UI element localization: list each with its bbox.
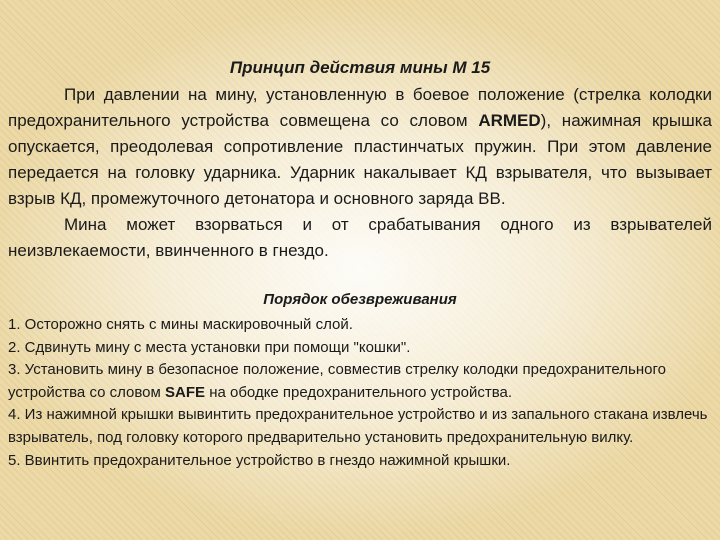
section-subtitle: Порядок обезвреживания [263, 291, 457, 308]
step-item: 5. Ввинтить предохранительное устройство в гнездо нажимной крышки. [8, 451, 511, 469]
step-item [8, 359, 712, 404]
step-item: 4. Из нажимной крышки вывинтить предохранительное устройство и из запального стакана извлечь взрыватель, под головку которого предварительно установить предохранительную вилку. [8, 406, 708, 446]
slide-title: Принцип действия мины М 15 [229, 58, 491, 77]
safe-word: SAFE [165, 383, 206, 401]
step-part: на ободке предохранительного устройства. [205, 383, 513, 401]
step-item: 1. Осторожно снять с мины маскировочный слой. [8, 316, 353, 333]
step-item: 2. Сдвинуть мину с места установки при помощи "кошки". [8, 338, 411, 356]
steps-list [8, 314, 712, 472]
armed-word: ARMED [478, 111, 541, 130]
paragraph-antihandling: Мина может взорваться и от срабатывания одного из взрывателей неизвлекаемости, ввинченного в гнездо. [8, 215, 712, 260]
paragraph-operation [8, 82, 712, 212]
paragraph-operation-part1: При давлении на мину, установленную в боевое положение (стрелка колодки предохранительного устройства совмещена со словом [8, 85, 712, 130]
description-text [8, 82, 712, 264]
paragraph-operation-part2: ), нажимная крышка опускается, преодолевая сопротивление пластинчатых пружин. При этом давление передается на головку ударника. Ударник накалывает КД взрывателя, что вызывает взрыв КД, промежуточного детонатора и основного заряда ВВ. [8, 111, 713, 208]
step-part: 3. Установить мину в безопасное положение, совместив стрелку колодки предохранительного устройства со словом [8, 361, 666, 401]
